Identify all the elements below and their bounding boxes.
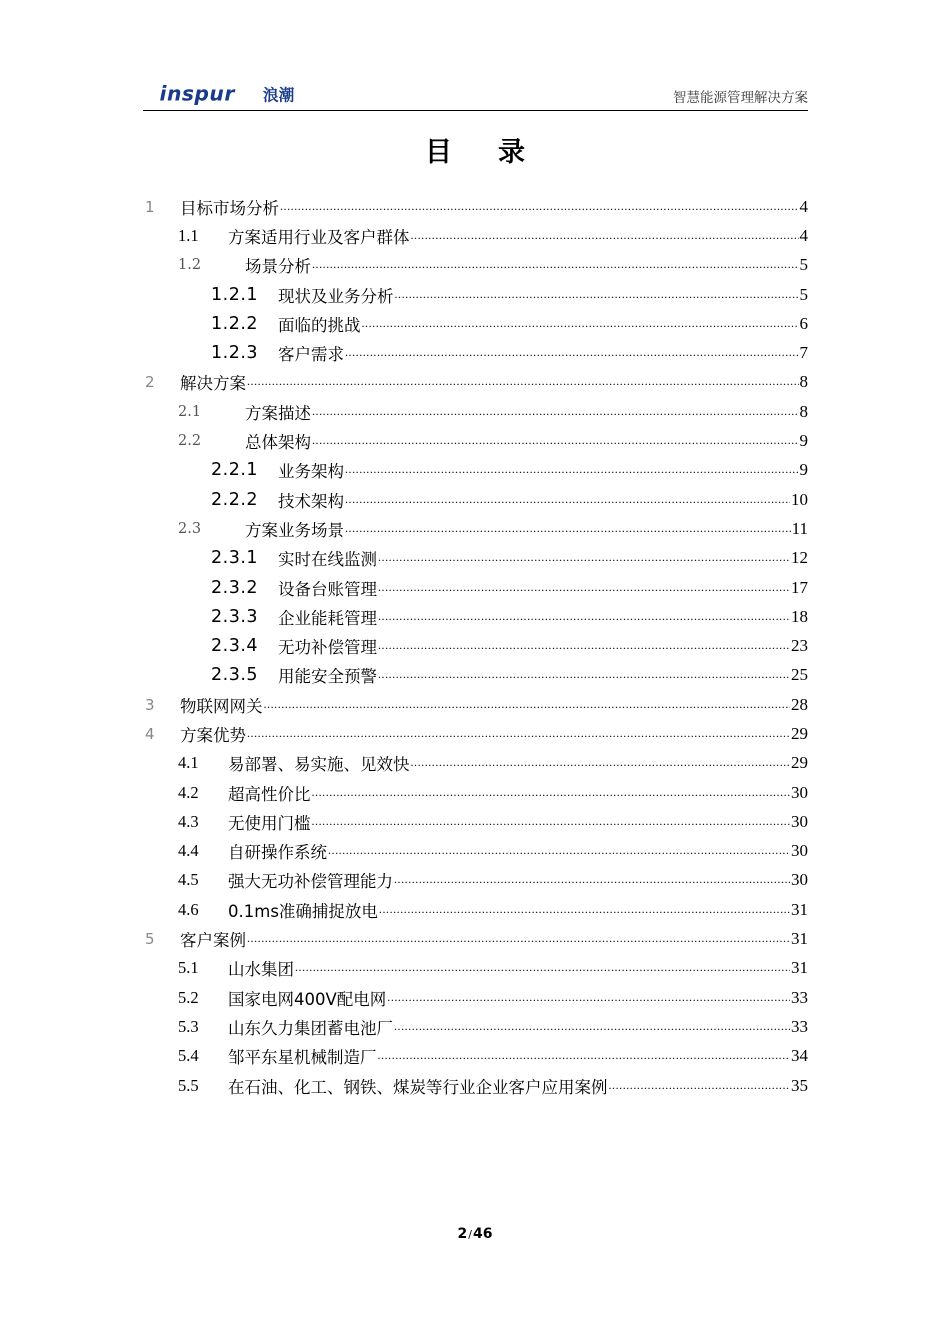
toc-entry-number: 1.2.3 (211, 343, 259, 364)
toc-dot-leader (345, 491, 790, 509)
toc-entry[interactable] (143, 749, 808, 778)
toc-entry-label: 场景分析 (245, 257, 311, 277)
toc-dot-leader (378, 579, 790, 597)
toc-entry[interactable] (143, 631, 808, 660)
toc-entry[interactable] (143, 661, 808, 690)
toc-entry-page: 30 (791, 811, 808, 831)
toc-dot-leader (328, 842, 790, 860)
toc-dot-leader (345, 520, 791, 538)
toc-entry-label: 方案优势 (180, 725, 246, 745)
toc-entry-label: 山东久力集团蓄电池厂 (228, 1018, 393, 1038)
toc-entry-number: 1.2.1 (211, 284, 259, 305)
toc-entry[interactable] (143, 954, 808, 983)
page-header (143, 78, 808, 111)
toc-entry-page: 17 (791, 577, 808, 597)
toc-entry-label: 用能安全预警 (278, 667, 377, 687)
document-title: 智慧能源管理解决方案 (673, 90, 808, 106)
toc-entry[interactable] (143, 485, 808, 514)
toc-entry-number: 5.3 (178, 1016, 199, 1036)
toc-entry[interactable] (143, 778, 808, 807)
toc-entry-number: 5 (145, 930, 155, 949)
toc-entry-number: 4.6 (178, 899, 199, 919)
toc-entry-page: 29 (791, 753, 808, 773)
toc-entry-number: 2.3.2 (211, 577, 259, 598)
toc-entry[interactable] (143, 690, 808, 719)
inspur-logo (153, 82, 323, 106)
toc-entry-page: 9 (799, 431, 808, 451)
toc-entry[interactable] (143, 309, 808, 338)
toc-entry-number: 2.3.4 (211, 636, 259, 657)
toc-entry-number: 5.2 (178, 987, 199, 1007)
toc-entry-label: 0.1ms准确捕捉放电 (228, 901, 378, 921)
toc-entry-label: 解决方案 (180, 374, 246, 394)
toc-entry-number: 4.2 (178, 782, 199, 802)
toc-entry[interactable] (143, 397, 808, 426)
toc-dot-leader (312, 403, 799, 421)
toc-entry-label: 总体架构 (245, 433, 311, 453)
toc-entry-page: 29 (791, 723, 808, 743)
toc-entry-page: 12 (791, 548, 808, 568)
toc-dot-leader (395, 286, 799, 304)
toc-entry-label: 方案适用行业及客户群体 (228, 227, 410, 247)
toc-entry-label: 无使用门槛 (228, 813, 311, 833)
current-page: 2 (457, 1226, 468, 1242)
toc-entry-label: 超高性价比 (228, 784, 311, 804)
toc-dot-leader (411, 754, 791, 772)
toc-entry-number: 4.4 (178, 841, 199, 861)
toc-entry-label: 企业能耗管理 (278, 608, 377, 628)
toc-entry-number: 5.5 (178, 1075, 199, 1095)
toc-entry-page: 8 (799, 372, 808, 392)
toc-entry-number: 2.3.1 (211, 548, 259, 569)
toc-entry-page: 5 (799, 284, 808, 304)
toc-entry[interactable] (143, 573, 808, 602)
toc-entry-label: 面临的挑战 (278, 315, 361, 335)
toc-entry[interactable] (143, 368, 808, 397)
toc-entry-number: 4 (145, 724, 155, 743)
toc-dot-leader (264, 696, 791, 714)
toc-dot-leader (247, 930, 790, 948)
toc-dot-leader (379, 901, 790, 919)
toc-dot-leader (247, 373, 799, 391)
toc-entry[interactable] (143, 192, 808, 221)
toc-entry[interactable] (143, 807, 808, 836)
toc-dot-leader (378, 637, 790, 655)
toc-dot-leader (387, 989, 790, 1007)
toc-entry-page: 6 (799, 313, 808, 333)
toc-dot-leader (378, 549, 790, 567)
toc-entry-number: 2.3 (178, 520, 202, 537)
toc-entry-label: 现状及业务分析 (278, 286, 394, 306)
toc-dot-leader (394, 1018, 790, 1036)
toc-entry-label: 物联网网关 (180, 696, 263, 716)
toc-dot-leader (362, 315, 799, 333)
toc-entry-page: 10 (791, 489, 808, 509)
toc-entry-label: 设备台账管理 (278, 579, 377, 599)
toc-entry[interactable] (143, 280, 808, 309)
page-separator: / (468, 1228, 472, 1241)
toc-entry[interactable] (143, 719, 808, 748)
toc-entry-number: 2.2.2 (211, 489, 259, 510)
toc-entry-page: 34 (791, 1046, 808, 1066)
toc-entry[interactable] (143, 837, 808, 866)
toc-dot-leader (345, 461, 799, 479)
toc-entry-number: 5.4 (178, 1046, 199, 1066)
toc-entry-number: 2.1 (178, 403, 202, 420)
toc-entry[interactable] (143, 426, 808, 455)
toc-dot-leader (394, 871, 790, 889)
toc-entry-page: 33 (791, 987, 808, 1007)
toc-entry-label: 易部署、易实施、见效快 (228, 755, 410, 775)
toc-entry[interactable] (143, 983, 808, 1012)
toc-entry-page: 9 (799, 460, 808, 480)
toc-dot-leader (378, 666, 790, 684)
toc-entry-number: 2.2.1 (211, 460, 259, 481)
toc-entry-number: 2.3.3 (211, 606, 259, 627)
toc-dot-leader (411, 227, 799, 245)
toc-entry-page: 30 (791, 782, 808, 802)
toc-entry-number: 2.2 (178, 433, 202, 450)
toc-entry-page: 4 (799, 225, 808, 245)
logo-cn: 浪潮 (262, 85, 295, 105)
toc-entry-page: 31 (791, 929, 808, 949)
toc-entry[interactable] (143, 1012, 808, 1041)
toc-dot-leader (345, 344, 799, 362)
toc-entry-page: 30 (791, 870, 808, 890)
toc-dot-leader (295, 959, 790, 977)
toc-entry-label: 在石油、化工、钢铁、煤炭等行业企业客户应用案例 (228, 1077, 608, 1097)
toc-entry-number: 1.2 (178, 257, 202, 274)
toc-entry-number: 1.2.2 (211, 313, 259, 334)
toc-entry-label: 强大无功补偿管理能力 (228, 872, 393, 892)
toc-title: 目录 (425, 137, 571, 168)
toc-dot-leader (312, 784, 791, 802)
toc-dot-leader (312, 256, 799, 274)
toc-entry-page: 31 (791, 958, 808, 978)
toc-entry[interactable] (143, 1071, 808, 1100)
page-number (0, 1226, 950, 1242)
toc-entry-number: 4.5 (178, 870, 199, 890)
toc-entry-page: 7 (799, 343, 808, 363)
toc-entry-label: 无功补偿管理 (278, 638, 377, 658)
toc-entry-number: 2 (145, 373, 155, 392)
toc-entry-label: 方案业务场景 (245, 520, 344, 540)
toc-entry-page: 18 (791, 606, 808, 626)
toc-entry[interactable] (143, 866, 808, 895)
toc-entry-label: 实时在线监测 (278, 550, 377, 570)
toc-dot-leader (280, 198, 799, 216)
toc-entry-page: 23 (791, 636, 808, 656)
toc-entry-page: 11 (791, 518, 808, 538)
toc-entry-number: 4.1 (178, 753, 199, 773)
toc-entry-number: 5.1 (178, 958, 199, 978)
toc-entry-number: 1.1 (178, 225, 199, 245)
toc-entry-page: 28 (791, 694, 808, 714)
toc-entry[interactable] (143, 251, 808, 280)
toc-entry-label: 客户需求 (278, 345, 344, 365)
toc-entry-page: 35 (791, 1075, 808, 1095)
toc-entry[interactable] (143, 924, 808, 953)
toc-entry-label: 目标市场分析 (180, 198, 279, 218)
toc-entry-number: 1 (145, 197, 155, 216)
toc-entry-label: 邹平东星机械制造厂 (228, 1048, 377, 1068)
toc-entry[interactable] (143, 544, 808, 573)
toc-entry[interactable] (143, 602, 808, 631)
toc-entry-page: 5 (799, 255, 808, 275)
toc-dot-leader (378, 1047, 791, 1065)
toc-entry[interactable] (143, 221, 808, 250)
toc-entry-number: 2.3.5 (211, 665, 259, 686)
toc-dot-leader (609, 1077, 791, 1095)
toc-entry-page: 4 (799, 196, 808, 216)
toc-entry[interactable] (143, 1042, 808, 1071)
toc-entry-label: 客户案例 (180, 931, 246, 951)
toc-dot-leader (247, 725, 790, 743)
toc-entry[interactable] (143, 456, 808, 485)
total-pages: 46 (472, 1226, 493, 1242)
table-of-contents (143, 192, 808, 1100)
toc-entry-page: 30 (791, 841, 808, 861)
toc-entry-page: 8 (799, 401, 808, 421)
toc-entry-label: 技术架构 (278, 491, 344, 511)
toc-dot-leader (378, 608, 790, 626)
toc-dot-leader (312, 432, 799, 450)
toc-entry-number: 4.3 (178, 811, 199, 831)
toc-entry-label: 方案描述 (245, 403, 311, 423)
toc-entry-page: 31 (791, 899, 808, 919)
toc-entry[interactable] (143, 514, 808, 543)
toc-entry-number: 3 (145, 695, 155, 714)
toc-entry-label: 业务架构 (278, 462, 344, 482)
toc-entry-page: 33 (791, 1016, 808, 1036)
toc-dot-leader (312, 813, 791, 831)
toc-entry[interactable] (143, 338, 808, 367)
logo-text: inspur (159, 82, 235, 106)
toc-entry-label: 山水集团 (228, 960, 294, 980)
toc-entry-label: 自研操作系统 (228, 843, 327, 863)
toc-entry[interactable] (143, 895, 808, 924)
toc-entry-label: 国家电网400V配电网 (228, 989, 387, 1009)
toc-entry-page: 25 (791, 665, 808, 685)
